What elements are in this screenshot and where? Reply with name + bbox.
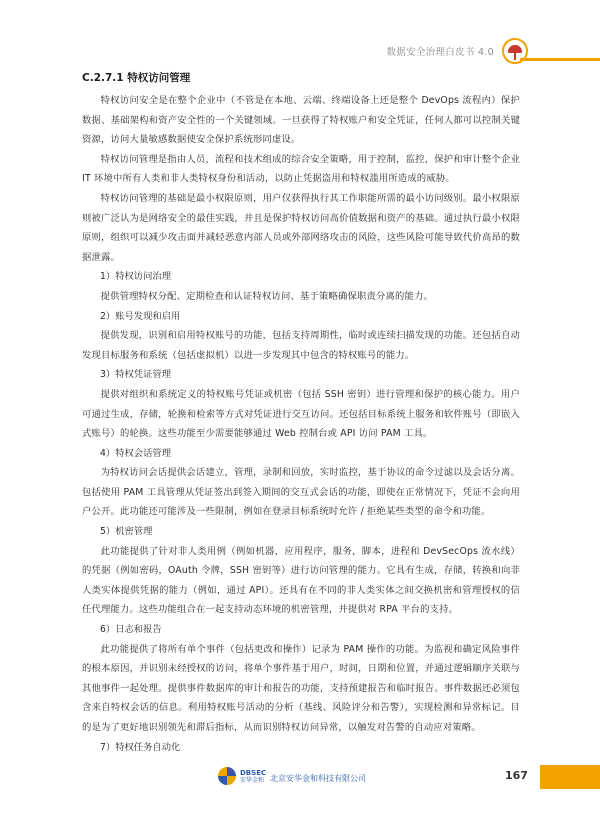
header-title: 数据安全治理白皮书 4.0 [386,47,494,58]
page-footer [0,763,600,793]
section-title: C.2.7.1 特权访问管理 [82,72,191,84]
page-number: 167 [505,769,528,782]
item-heading-automation: 7）特权任务自动化 [100,741,181,753]
dbsec-logo-icon [218,767,236,785]
intro-paragraph-3: 特权访问管理的基础是最小权限原则，用户仅获得执行其工作职能所需的最小访问级别。最小权限原则被广泛认为是网络安全的最佳实践，并且是保护特权访问高价值数据和资产的基础。通过执行最小权限原则，组织可以减少攻击面并减轻恶意内部人员或外部网络攻击的风险，这些风险可能导致代价高昂的数据泄露。 [82,192,520,263]
page-tab-accent [540,765,600,789]
footer-brand-cn: 安华金和 [240,776,265,784]
item-body-discovery: 提供发现，识别和启用特权账号的功能，包括支持周期性，临时或连续扫描发现的功能。还包括自动发现目标服务和系统（包括虚拟机）以进一步发现其中包含的特权账号的能力。 [82,330,520,361]
header-accent-bar [520,58,600,61]
item-body-session: 为特权访问会话提供会话建立，管理，录制和回放，实时监控，基于协议的命令过滤以及会话分离。包括使用 PAM 工具管理从凭证签出到签入期间的交互式会话的功能，即使在正常情况下，凭证不会向用户公开。此功能还可能涉及一些限制，例如在登录目标系统时允许 / 拒绝某些类型的命令和功能。 [82,467,520,518]
item-heading-session: 4）特权会话管理 [100,447,171,459]
footer-logo [218,767,266,785]
item-body-logging: 此功能提供了将所有单个事件（包括更改和操作）记录为 PAM 操作的功能。为监视和确定风险事件的根本原因，并识别未经授权的访问，将单个事件基于用户，时间，日期和位置，并通过逻辑顺序关联与其他事件一起处理。提供事件数据库的审计和报告的功能，支持预建报告和临时报告。事件数据还必须包含来自特权会话的信息。利用特权账号活动的分析（基线、风险评分和告警），实现检测和异常标记。目的是为了更好地识别领先和滞后指标，从而识别特权访问异常，以触发对告警的自动应对策略。 [82,643,520,733]
item-heading-credential: 3）特权凭证管理 [100,369,171,381]
item-heading-secrets: 5）机密管理 [100,526,153,538]
item-body-governance: 提供管理特权分配、定期检查和认证特权访问、基于策略确保职责分离的能力。 [100,290,433,302]
item-body-credential: 提供对组织和系统定义的特权账号凭证或机密（包括 SSH 密钥）进行管理和保护的核心能力。用户可通过生成，存储，轮换和检索等方式对凭证进行交互访问。还包括目标系统上服务和软件账号（即嵌入式账号）的轮换。这些功能至少需要能够通过 Web 控制台或 API 访问 PAM 工具。 [82,388,520,440]
intro-paragraph-1: 特权访问安全是在整个企业中（不管是在本地、云端、终端设备上还是整个 DevOps 流程内）保护数据、基础架构和资产安全性的一个关键领域。一旦获得了特权账户和安全凭证，任何人都可以控制关键资源，访问大量敏感数据使安全保护系统形同虚设。 [82,95,520,146]
intro-paragraph-2: 特权访问管理是指由人员，流程和技术组成的综合安全策略，用于控制，监控，保护和审计整个企业 IT 环境中所有人类和非人类特权身份和活动，以防止凭据盗用和特权滥用所造成的威胁。 [82,153,520,185]
main-content [82,70,520,757]
item-heading-discovery: 2）账号发现和启用 [100,310,181,322]
item-heading-logging: 6）日志和报告 [100,624,162,636]
footer-brand-en: DBSEC [240,768,267,777]
page-header [386,38,528,64]
item-body-secrets: 此功能提供了针对非人类用例（例如机器，应用程序，服务，脚本，进程和 DevSecOps 流水线）的凭据（例如密码，OAuth 令牌，SSH 密钥等）进行访问管理的能力。它具有生成，存储，转换和向非人类实体提供凭据的能力（例如，通过 API）。还具有在不同的非人类实体之间交换机密和管理授权的信任代理能力。这些功能组合在一起支持动态环境的机密管理，并提供对 RPA 平台的支持。 [82,545,520,616]
item-heading-governance: 1）特权访问治理 [100,271,171,283]
footer-company: 北京安华金和科技有限公司 [270,774,366,783]
